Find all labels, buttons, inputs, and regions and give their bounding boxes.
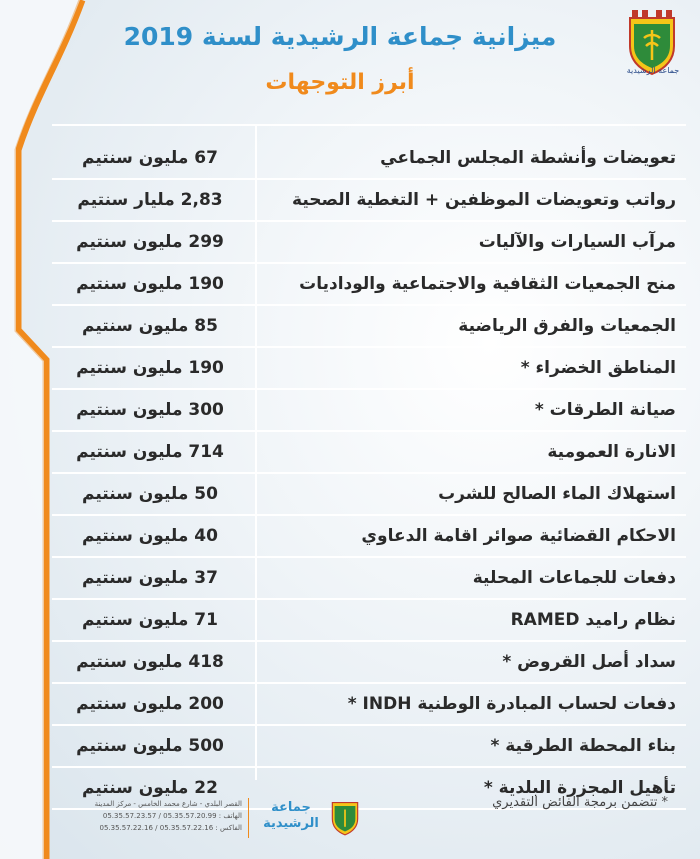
row-amount: 71 مليون سنتيم: [82, 610, 218, 630]
table-row: [52, 348, 686, 390]
row-amount: 67 مليون سنتيم: [82, 148, 218, 168]
row-label: الانارة العمومية: [547, 442, 676, 462]
row-label: المناطق الخضراء *: [520, 358, 676, 378]
row-amount: 22 مليون سنتيم: [82, 778, 218, 798]
table-top-divider: [52, 124, 686, 126]
footer-address: القصر البلدي - شارع محمد الخامس - مركز المدينة: [94, 800, 242, 808]
table-row: [52, 432, 686, 474]
row-amount: 85 مليون سنتيم: [82, 316, 218, 336]
page-subtitle: أبرز التوجهات: [265, 70, 415, 95]
table-row: [52, 222, 686, 264]
footer-fax: الفاكس : 05.35.57.22.16 / 05.35.57.22.16: [99, 824, 242, 832]
row-label: الاحكام القضائية صوائر اقامة الدعاوي: [361, 526, 676, 546]
row-label: مرآب السيارات والآليات: [478, 232, 676, 252]
row-label: بناء المحطة الطرقية *: [490, 736, 676, 756]
table-row: [52, 642, 686, 684]
table-row: [52, 138, 686, 180]
budget-table: [52, 138, 686, 810]
footer-contact: [52, 798, 242, 834]
footer-phone: الهاتف : 05.35.57.20.99 / 05.35.57.23.57: [102, 812, 242, 820]
footnote: * تتضمن برمجة الفائض التقديري: [492, 795, 668, 810]
row-amount: 300 مليون سنتيم: [76, 400, 224, 420]
row-amount: 299 مليون سنتيم: [76, 232, 224, 252]
table-row: [52, 390, 686, 432]
footer-brand-line2: الرشيدية: [263, 816, 319, 831]
table-row: [52, 684, 686, 726]
row-label: رواتب وتعويضات الموظفين + التغطية الصحية: [292, 190, 676, 210]
row-label: دفعات للجماعات المحلية: [472, 568, 676, 588]
row-amount: 50 مليون سنتيم: [82, 484, 218, 504]
row-label: منح الجمعيات الثقافية والاجتماعية والوداديات: [299, 274, 676, 294]
emblem-caption: جماعة الرشيدية: [626, 66, 680, 75]
table-row: [52, 180, 686, 222]
footer-brand-line1: جماعة: [271, 800, 311, 815]
row-amount: 37 مليون سنتيم: [82, 568, 218, 588]
row-label: استهلاك الماء الصالح للشرب: [438, 484, 676, 504]
footer-brand: [256, 800, 326, 832]
row-label: تأهيل المجزرة البلدية *: [483, 778, 676, 798]
table-row: [52, 558, 686, 600]
table-row: [52, 264, 686, 306]
row-amount: 2,83 مليار سنتيم: [77, 190, 223, 210]
table-row: [52, 306, 686, 348]
table-row: [52, 726, 686, 768]
row-label: نظام راميد RAMED: [510, 610, 676, 630]
table-row: [52, 474, 686, 516]
row-amount: 40 مليون سنتيم: [82, 526, 218, 546]
table-row: [52, 516, 686, 558]
row-label: تعويضات وأنشطة المجلس الجماعي: [380, 148, 676, 168]
row-amount: 714 مليون سنتيم: [76, 442, 224, 462]
row-label: الجمعيات والفرق الرياضية: [458, 316, 676, 336]
row-label: دفعات لحساب المبادرة الوطنية INDH *: [347, 694, 676, 714]
footer-separator: [248, 798, 249, 838]
footer-emblem-icon: [330, 798, 360, 836]
table-row: [52, 600, 686, 642]
row-label: سداد أصل القروض *: [502, 652, 676, 672]
row-amount: 190 مليون سنتيم: [76, 358, 224, 378]
row-amount: 418 مليون سنتيم: [76, 652, 224, 672]
row-amount: 200 مليون سنتيم: [76, 694, 224, 714]
row-amount: 500 مليون سنتيم: [76, 736, 224, 756]
page-title: ميزانية جماعة الرشيدية لسنة 2019: [123, 22, 557, 51]
row-label: صيانة الطرقات *: [534, 400, 676, 420]
row-amount: 190 مليون سنتيم: [76, 274, 224, 294]
